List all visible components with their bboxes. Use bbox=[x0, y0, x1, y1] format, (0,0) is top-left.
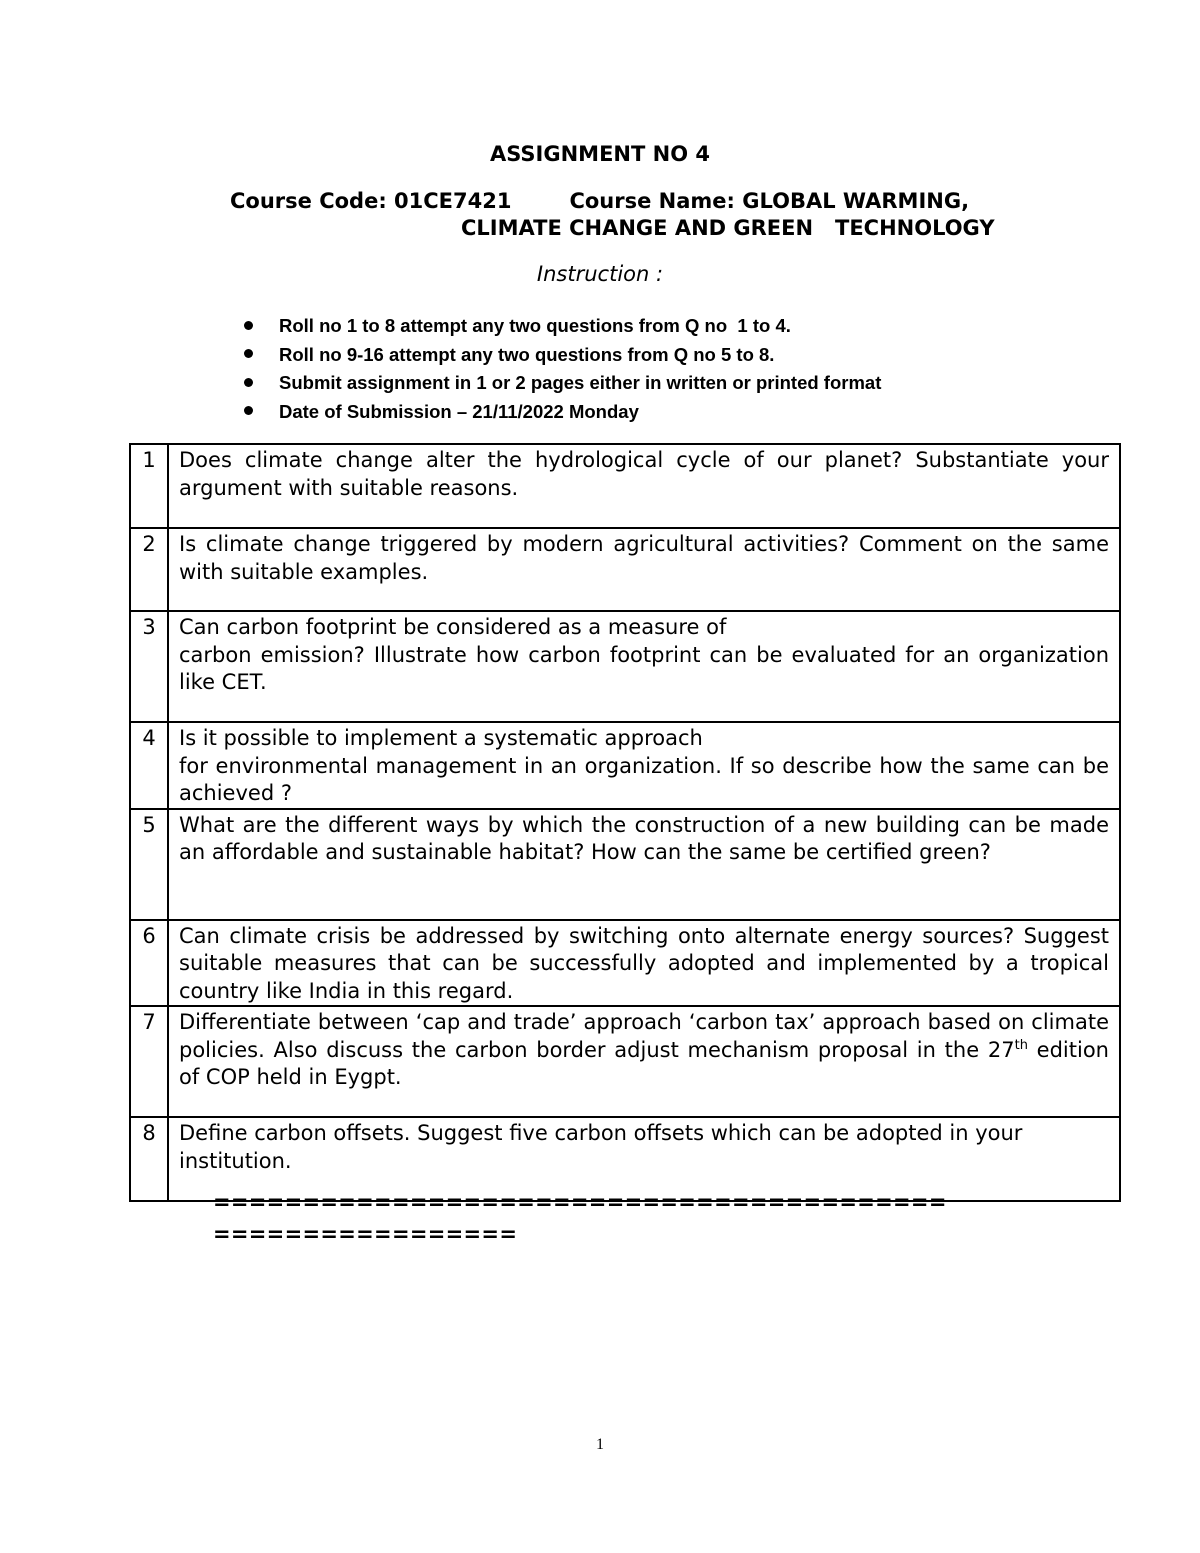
questions-table bbox=[129, 443, 1121, 1202]
course-info-line bbox=[230, 189, 969, 213]
question-number: 8 bbox=[130, 1117, 168, 1201]
instruction-item: Submit assignment in 1 or 2 pages either in written or printed format bbox=[244, 369, 881, 398]
assignment-title: ASSIGNMENT NO 4 bbox=[490, 142, 710, 166]
question-number: 6 bbox=[130, 920, 168, 1007]
course-code: Course Code: 01CE7421 bbox=[230, 189, 512, 213]
question-number: 4 bbox=[130, 722, 168, 809]
page-number: 1 bbox=[596, 1436, 604, 1453]
table-row bbox=[130, 920, 1120, 1007]
table-row bbox=[130, 528, 1120, 611]
table-row bbox=[130, 1117, 1120, 1201]
table-row bbox=[130, 722, 1120, 809]
instruction-list bbox=[244, 312, 881, 426]
table-row bbox=[130, 1006, 1120, 1117]
bullet-icon bbox=[244, 406, 253, 415]
question-text: Define carbon offsets. Suggest five carbon offsets which can be adopted in your institution. bbox=[168, 1117, 1120, 1201]
instruction-label: Instruction : bbox=[536, 262, 664, 286]
question-number: 7 bbox=[130, 1006, 168, 1117]
bullet-icon bbox=[244, 321, 253, 330]
instruction-item: Roll no 9-16 attempt any two questions from Q no 5 to 8. bbox=[244, 341, 881, 370]
question-text: Differentiate between ‘cap and trade’ approach ‘carbon tax’ approach based on climate policies. Also discuss the carbon border adjust mechanism proposal in the 27th edition of COP held in Eygpt. bbox=[168, 1006, 1120, 1117]
question-text bbox=[168, 611, 1120, 722]
separator-line: ================= bbox=[213, 1222, 518, 1246]
question-text-rest: carbon emission? Illustrate how carbon footprint can be evaluated for an organization like CET. bbox=[179, 642, 1109, 694]
question-number: 5 bbox=[130, 809, 168, 920]
instruction-item: Roll no 1 to 8 attempt any two questions from Q no 1 to 4. bbox=[244, 312, 881, 341]
table-row bbox=[130, 444, 1120, 528]
table-row bbox=[130, 809, 1120, 920]
question-text bbox=[168, 722, 1120, 809]
question-text-rest: for environmental management in an organization. If so describe how the same can be achieved ? bbox=[179, 753, 1109, 805]
question-text: Can climate crisis be addressed by switching onto alternate energy sources? Suggest suitable measures that can be successfully adopted and implemented by a tropical country like India in this regard. bbox=[168, 920, 1120, 1007]
question-text-line: Is it possible to implement a systematic approach bbox=[179, 726, 703, 750]
superscript: th bbox=[1014, 1037, 1028, 1053]
question-number: 3 bbox=[130, 611, 168, 722]
question-text-line: Can carbon footprint be considered as a measure of bbox=[179, 615, 727, 639]
question-number: 1 bbox=[130, 444, 168, 528]
question-text: Does climate change alter the hydrological cycle of our planet? Substantiate your argument with suitable reasons. bbox=[168, 444, 1120, 528]
bullet-icon bbox=[244, 349, 253, 358]
question-text: Is climate change triggered by modern agricultural activities? Comment on the same with suitable examples. bbox=[168, 528, 1120, 611]
separator-line: ========================================= bbox=[213, 1190, 947, 1214]
instruction-item: Date of Submission – 21/11/2022 Monday bbox=[244, 398, 881, 427]
bullet-icon bbox=[244, 378, 253, 387]
question-number: 2 bbox=[130, 528, 168, 611]
course-name-continued: CLIMATE CHANGE AND GREEN TECHNOLOGY bbox=[461, 216, 995, 240]
question-text: What are the different ways by which the construction of a new building can be made an affordable and sustainable habitat? How can the same be certified green? bbox=[168, 809, 1120, 920]
course-name: Course Name: GLOBAL WARMING, bbox=[569, 189, 970, 213]
table-row bbox=[130, 611, 1120, 722]
